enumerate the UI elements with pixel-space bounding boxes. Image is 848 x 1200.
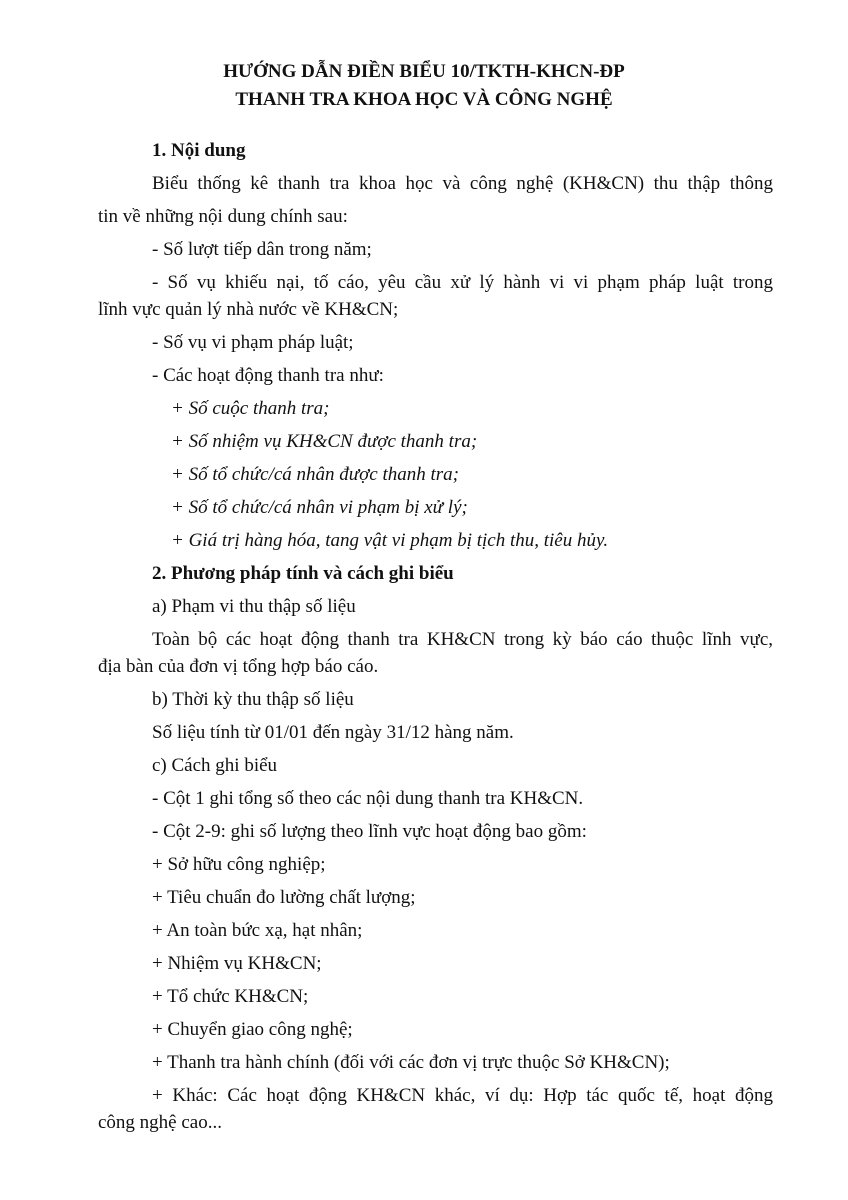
field-item-other: + Khác: Các hoạt động KH&CN khác, ví dụ: Hợp tác quốc tế, hoạt động — [152, 1085, 773, 1106]
field-item: + Tiêu chuẩn đo lường chất lượng; — [152, 887, 416, 908]
list-item: - Số lượt tiếp dân trong năm; — [152, 239, 372, 260]
subsection-b-label: b) Thời kỳ thu thập số liệu — [152, 689, 354, 710]
field-item: + Sở hữu công nghiệp; — [152, 854, 326, 875]
subsection-c-label: c) Cách ghi biểu — [152, 755, 278, 776]
list-item: - Số vụ vi phạm pháp luật; — [152, 332, 354, 353]
section-1-intro-line-1: Biểu thống kê thanh tra khoa học và công nghệ (KH&CN) thu thập thông — [152, 173, 773, 194]
subsection-a-text-line-2: địa bàn của đơn vị tổng hợp báo cáo. — [98, 656, 379, 677]
subsection-b-text: Số liệu tính từ 01/01 đến ngày 31/12 hàng năm. — [152, 722, 514, 743]
list-item-continuation: lĩnh vực quản lý nhà nước về KH&CN; — [98, 299, 399, 320]
field-item: + An toàn bức xạ, hạt nhân; — [152, 920, 363, 941]
sub-list-item: + Số tổ chức/cá nhân được thanh tra; — [171, 464, 460, 485]
subsection-a-text-line-1: Toàn bộ các hoạt động thanh tra KH&CN trong kỳ báo cáo thuộc lĩnh vực, — [152, 629, 773, 650]
section-2-heading: 2. Phương pháp tính và cách ghi biểu — [152, 563, 454, 584]
document-title — [0, 58, 848, 114]
column-2-9-note: - Cột 2-9: ghi số lượng theo lĩnh vực hoạt động bao gồm: — [152, 821, 587, 842]
field-item: + Thanh tra hành chính (đối với các đơn vị trực thuộc Sở KH&CN); — [152, 1052, 670, 1073]
subsection-a-label: a) Phạm vi thu thập số liệu — [152, 596, 356, 617]
section-1-intro-line-2: tin về những nội dung chính sau: — [98, 206, 348, 227]
list-item: - Số vụ khiếu nại, tố cáo, yêu cầu xử lý hành vi vi phạm pháp luật trong — [152, 272, 773, 293]
section-1-heading: 1. Nội dung — [152, 140, 246, 161]
sub-list-item: + Số cuộc thanh tra; — [171, 398, 330, 419]
field-item-other-continuation: công nghệ cao... — [98, 1112, 222, 1133]
title-line-2: THANH TRA KHOA HỌC VÀ CÔNG NGHỆ — [235, 89, 613, 110]
column-1-note: - Cột 1 ghi tổng số theo các nội dung thanh tra KH&CN. — [152, 788, 584, 809]
title-line-1: HƯỚNG DẪN ĐIỀN BIỂU 10/TKTH-KHCN-ĐP — [223, 61, 625, 82]
list-item: - Các hoạt động thanh tra như: — [152, 365, 384, 386]
field-item: + Nhiệm vụ KH&CN; — [152, 953, 322, 974]
sub-list-item: + Số nhiệm vụ KH&CN được thanh tra; — [171, 431, 478, 452]
field-item: + Tổ chức KH&CN; — [152, 986, 309, 1007]
field-item: + Chuyển giao công nghệ; — [152, 1019, 353, 1040]
sub-list-item: + Số tổ chức/cá nhân vi phạm bị xử lý; — [171, 497, 468, 518]
sub-list-item: + Giá trị hàng hóa, tang vật vi phạm bị tịch thu, tiêu hủy. — [171, 530, 609, 551]
